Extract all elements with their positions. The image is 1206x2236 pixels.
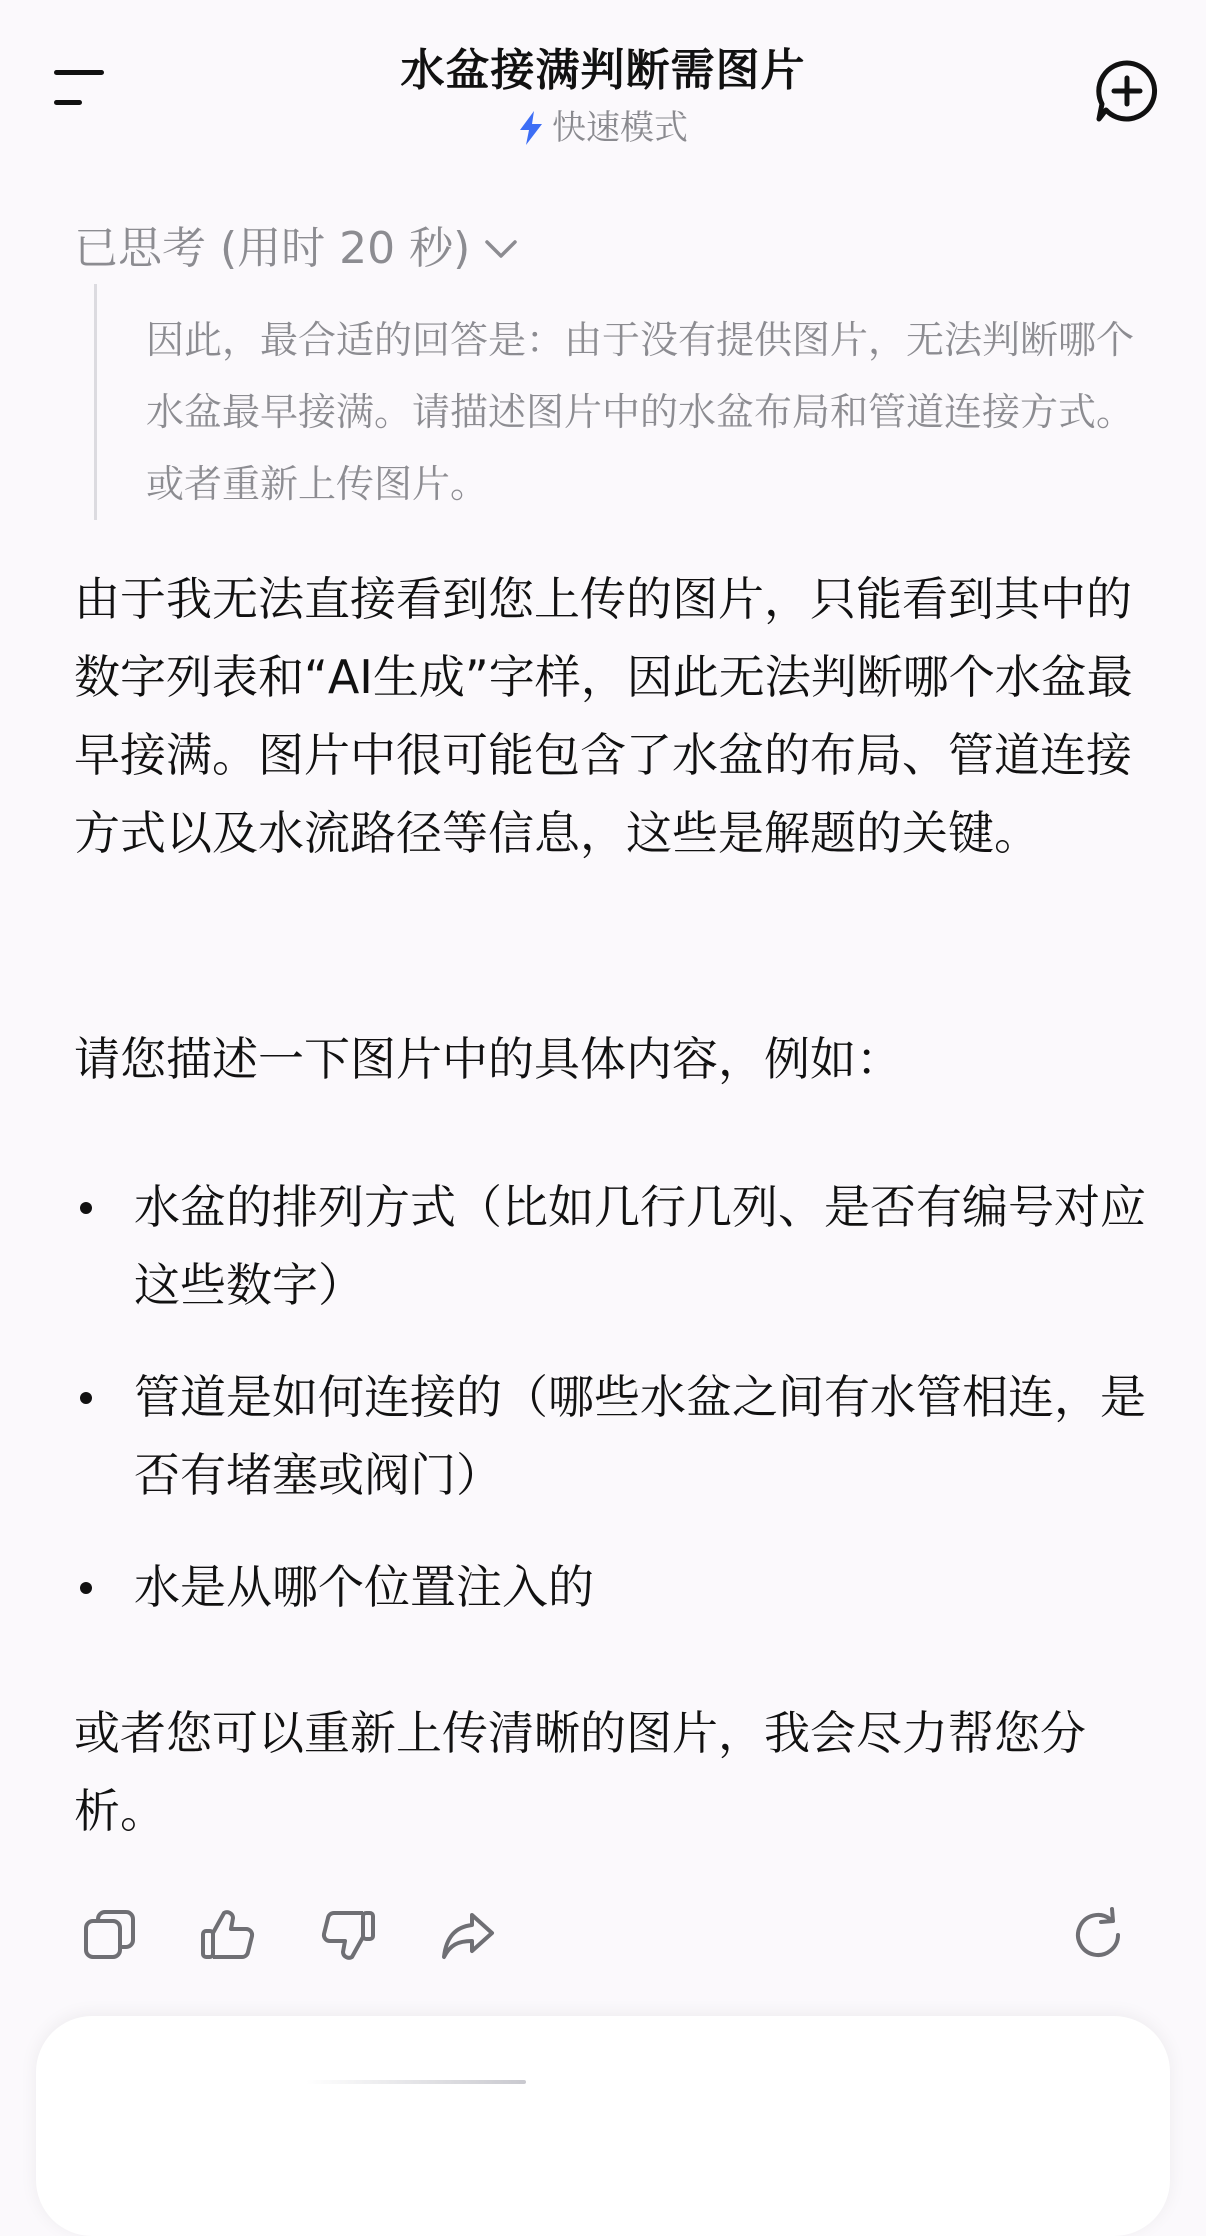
- list-item: [74, 1548, 1154, 1626]
- thinking-content: 因此，最合适的回答是：由于没有提供图片，无法判断哪个水盆最早接满。请描述图片中的水盆布局和管道连接方式。或者重新上传图片。: [146, 318, 1135, 506]
- new-chat-icon[interactable]: [1094, 58, 1160, 124]
- lightning-icon: [518, 111, 544, 154]
- thinking-divider: [94, 284, 97, 520]
- top-bar: [0, 0, 1206, 170]
- input-panel[interactable]: [36, 2016, 1170, 2236]
- answer-paragraph: 请您描述一下图片中的具体内容，例如：: [74, 1032, 902, 1086]
- bullet-dot: [80, 1392, 92, 1404]
- thinking-label: 已思考 (用时 20 秒): [74, 223, 471, 274]
- conversation-title: 水盆接满判断需图片: [400, 45, 806, 96]
- copy-icon[interactable]: [80, 1905, 140, 1965]
- thumbs-up-icon[interactable]: [198, 1905, 258, 1965]
- answer-paragraph: 或者您可以重新上传清晰的图片，我会尽力帮您分析。: [74, 1706, 1086, 1838]
- list-item: [74, 1168, 1154, 1324]
- list-item-text: 管道是如何连接的（哪些水盆之间有水管相连，是否有堵塞或阀门）: [134, 1370, 1146, 1502]
- answer-paragraph: 由于我无法直接看到您上传的图片，只能看到其中的数字列表和“AI生成”字样，因此无法判断哪个水盆最早接满。图片中很可能包含了水盆的布局、管道连接方式以及水流路径等信息，这些是解题的关键。: [74, 572, 1133, 860]
- share-icon[interactable]: [438, 1905, 498, 1965]
- panel-handle: [306, 2080, 526, 2084]
- chevron-down-icon: [484, 219, 518, 270]
- list-item-text: 水盆的排列方式（比如几行几列、是否有编号对应这些数字）: [134, 1180, 1146, 1312]
- regenerate-icon[interactable]: [1068, 1905, 1128, 1965]
- mode-indicator: [0, 100, 1206, 154]
- thinking-toggle[interactable]: [74, 212, 518, 276]
- bullet-dot: [80, 1202, 92, 1214]
- list-item: [74, 1358, 1154, 1514]
- mode-label: 快速模式: [552, 108, 688, 148]
- answer-bullet-list: [74, 1168, 1154, 1660]
- bullet-dot: [80, 1582, 92, 1594]
- thumbs-down-icon[interactable]: [318, 1905, 378, 1965]
- list-item-text: 水是从哪个位置注入的: [134, 1560, 594, 1614]
